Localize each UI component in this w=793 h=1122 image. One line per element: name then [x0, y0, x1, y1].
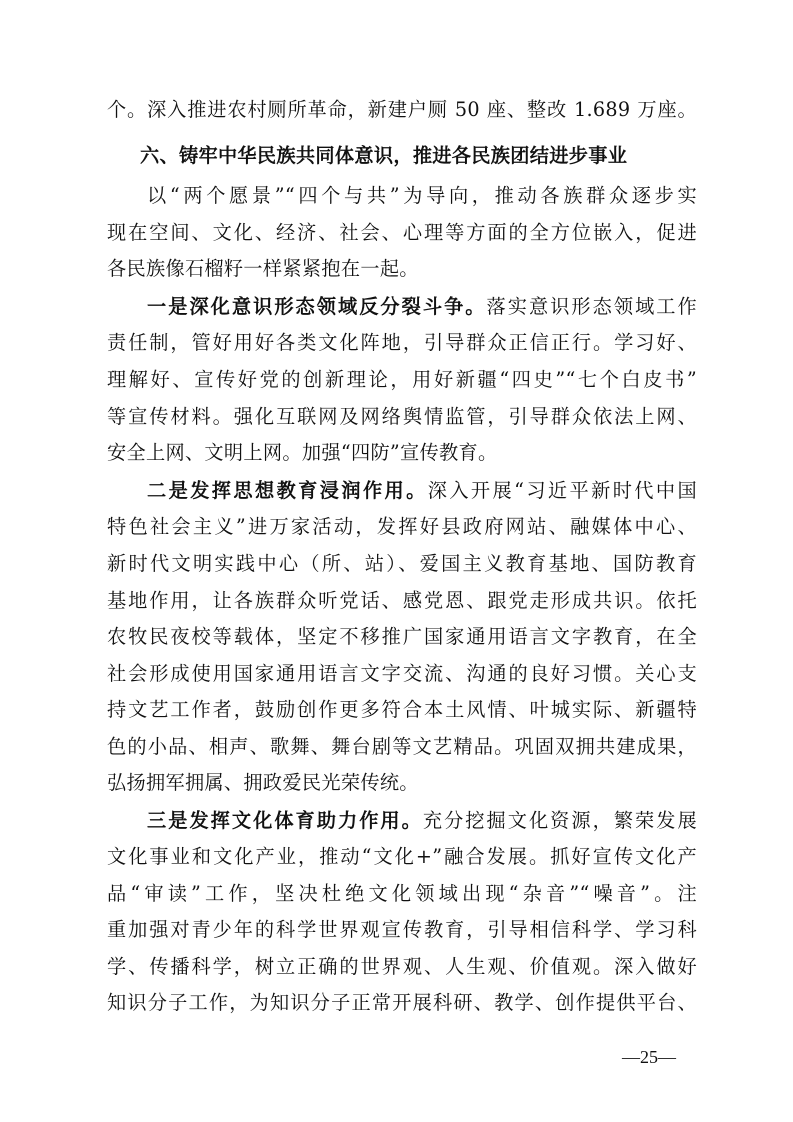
body-line: 特色社会主义”进万家活动，发挥好县政府网站、融媒体中心、 [107, 515, 697, 538]
body-line: 各民族像石榴籽一样紧紧抱在一起。 [107, 257, 419, 280]
body-line: 个。深入推进农村厕所革命，新建户厕 50 座、整改 1.689 万座。 [107, 98, 697, 121]
paragraph-first-line [147, 294, 697, 320]
body-line: 持文艺工作者，鼓励创作更多符合本土风情、叶城实际、新疆特 [107, 698, 697, 721]
body-line: 学、传播科学，树立正确的世界观、人生观、价值观。深入做好 [107, 955, 697, 978]
body-line: 色的小品、相声、歌舞、舞台剧等文艺精品。巩固双拥共建成果， [107, 735, 697, 758]
body-text: 深入开展“习近平新时代中国 [427, 479, 697, 502]
paragraph-first-line: 以“两个愿景”“四个与共”为导向，推动各族群众逐步实 [147, 184, 697, 207]
body-line: 知识分子工作，为知识分子正常开展科研、教学、创作提供平台、 [107, 991, 697, 1014]
body-line: 现在空间、文化、经济、社会、心理等方面的全方位嵌入，促进 [107, 221, 697, 244]
body-text: 充分挖掘文化资源，繁荣发展 [422, 809, 697, 832]
body-line: 农牧民夜校等载体，坚定不移推广国家通用语言文字教育，在全 [107, 625, 697, 648]
subheading-2: 二是发挥思想教育浸润作用。 [147, 479, 428, 502]
body-line: 品“审读”工作，坚决杜绝文化领域出现“杂音”“噪音”。注 [107, 882, 697, 905]
subheading-1: 一是深化意识形态领域反分裂斗争。 [147, 295, 487, 318]
page-number: —25— [622, 1047, 676, 1067]
body-text: 落实意识形态领域工作 [486, 295, 697, 318]
body-line: 重加强对青少年的科学世界观宣传教育，引导相信科学、学习科 [107, 918, 697, 941]
section-heading: 六、铸牢中华民族共同体意识，推进各民族团结进步事业 [140, 144, 628, 167]
body-line: 新时代文明实践中心（所、站）、爱国主义教育基地、国防教育 [107, 552, 697, 575]
body-line: 责任制，管好用好各类文化阵地，引导群众正信正行。学习好、 [107, 331, 697, 354]
body-line: 安全上网、文明上网。加强“四防”宣传教育。 [107, 441, 498, 464]
body-line: 弘扬拥军拥属、拥政爱民光荣传统。 [107, 771, 419, 794]
body-line: 等宣传材料。强化互联网及网络舆情监管，引导群众依法上网、 [107, 405, 697, 428]
body-line: 基地作用，让各族群众听党话、感党恩、跟党走形成共识。依托 [107, 589, 697, 612]
body-line: 社会形成使用国家通用语言文字交流、沟通的良好习惯。关心支 [107, 662, 697, 685]
paragraph-first-line [147, 808, 697, 834]
subheading-3: 三是发挥文化体育助力作用。 [147, 809, 423, 832]
body-line: 理解好、宣传好党的创新理论，用好新疆“四史”“七个白皮书” [107, 368, 697, 391]
body-line: 文化事业和文化产业，推动“文化+”融合发展。抓好宣传文化产 [107, 845, 697, 868]
paragraph-first-line [147, 478, 697, 504]
